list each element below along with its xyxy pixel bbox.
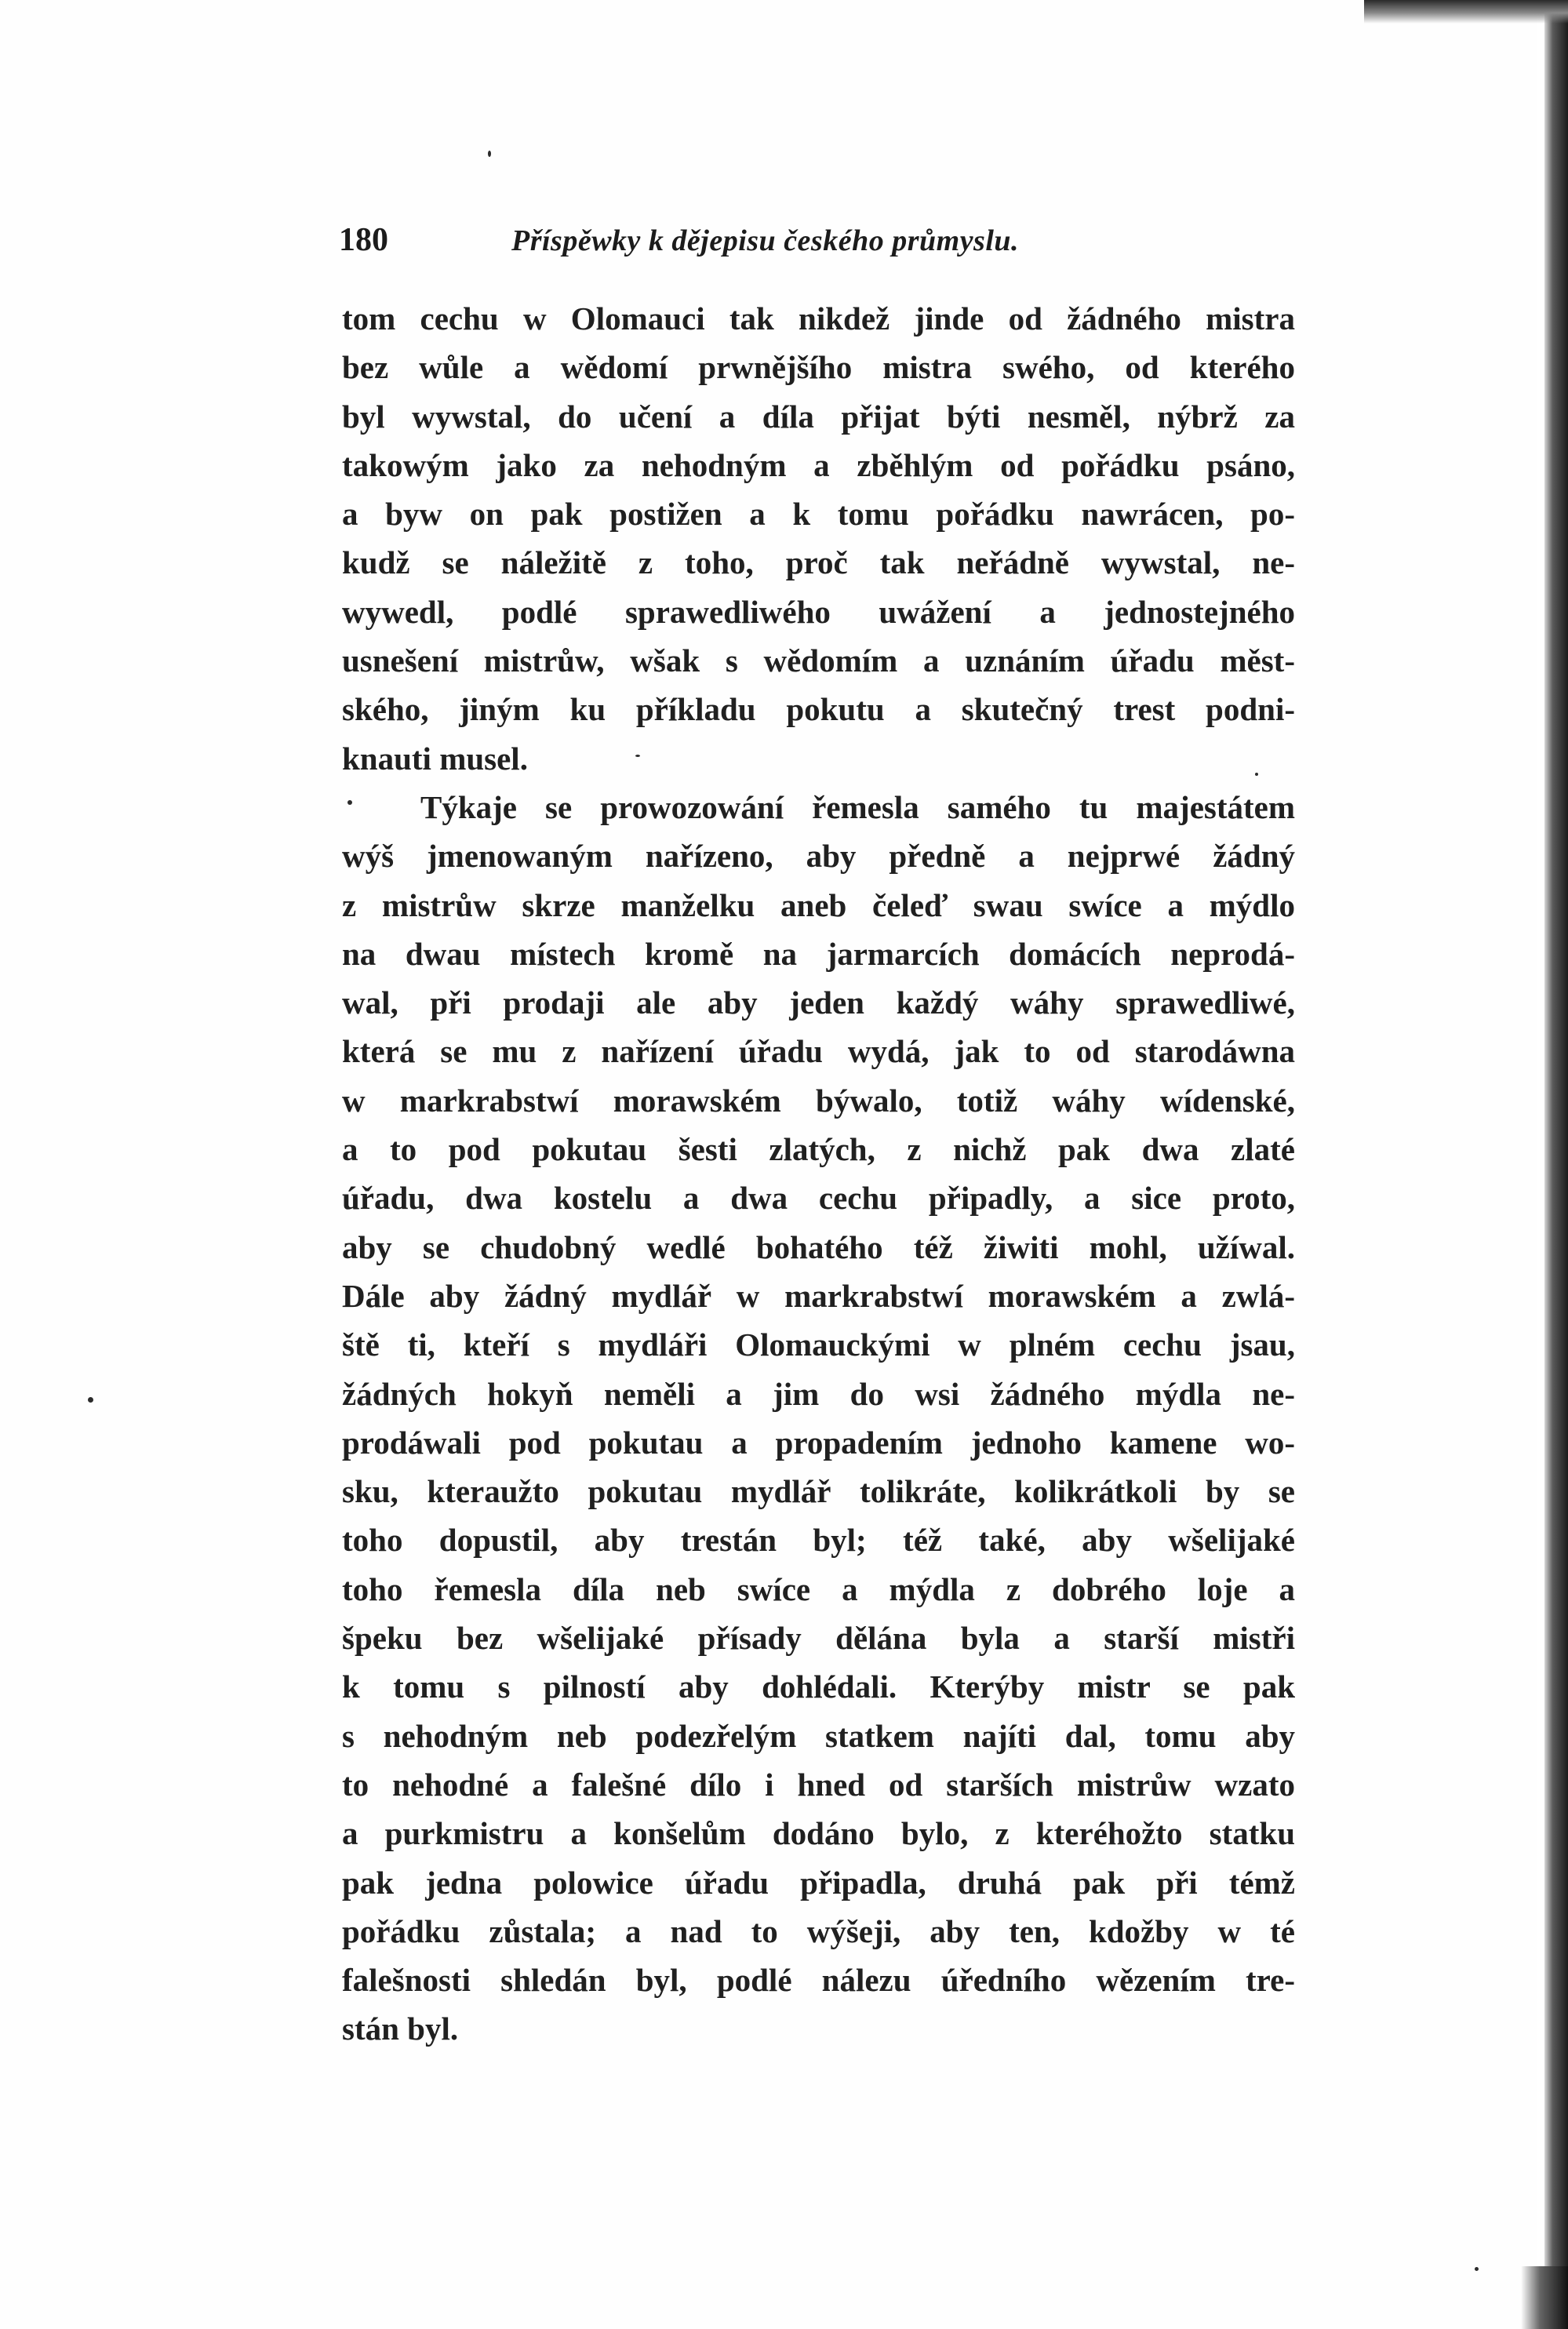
text-line: falešnosti shledán byl, podlé nálezu úředního wězením tre-	[342, 1962, 1295, 1999]
text-line: takowým jako za nehodným a zběhlým od pořádku psáno,	[342, 446, 1295, 483]
paragraph-1	[342, 294, 1295, 783]
text-line: byl wywstal, do učení a díla přijat býti nesměl, nýbrž za	[342, 398, 1295, 435]
text-line: ště ti, kteří s mydláři Olomauckými w plném cechu jsau,	[342, 1326, 1295, 1363]
text-line: bez wůle a wědomí prwnějšího mistra swého, od kterého	[342, 349, 1295, 386]
scan-speck	[1475, 2267, 1479, 2271]
text-line: toho řemesla díla neb swíce a mýdla z dobrého loje a	[342, 1570, 1295, 1607]
text-line: stán byl.	[342, 2011, 459, 2047]
scan-edge-right	[1544, 0, 1568, 2329]
text-line: w markrabstwí morawském býwalo, totiž wáhy wídenské,	[342, 1082, 1295, 1119]
paragraph-2	[342, 783, 1295, 2054]
text-line: úřadu, dwa kostelu a dwa cechu připadly, a sice proto,	[342, 1180, 1295, 1217]
text-line: Týkaje se prowozowání řemesla samého tu majestátem	[420, 788, 1295, 825]
text-line: pořádku zůstala; a nad to wýšeji, aby ten, kdožby w té	[342, 1912, 1295, 1949]
body-text	[342, 294, 1295, 2054]
text-line: sku, kteraužto pokutau mydlář tolikráte, kolikrátkoli by se	[342, 1473, 1295, 1510]
text-line: Dále aby žádný mydlář w markrabstwí morawském a zwlá-	[342, 1277, 1295, 1314]
text-line: na dwau místech kromě na jarmarcích domácích neprodá-	[342, 935, 1295, 972]
text-line: špeku bez wšelijaké přísady dělána byla a starší mistři	[342, 1620, 1295, 1657]
running-header	[339, 217, 1296, 264]
text-line: a byw on pak postižen a k tomu pořádku nawrácen, po-	[342, 496, 1295, 533]
scan-edge-bottom	[1521, 2266, 1568, 2329]
text-line: knauti musel.	[342, 740, 528, 777]
text-line: to nehodné a falešné dílo i hned od starších mistrůw wzato	[342, 1766, 1295, 1803]
text-line: usnešení mistrůw, wšak s wědomím a uznáním úřadu měst-	[342, 642, 1295, 679]
text-line: ského, jiným ku příkladu pokutu a skutečný trest podni-	[342, 691, 1295, 728]
text-line: toho dopustil, aby trestán byl; též také, aby wšelijaké	[342, 1522, 1295, 1559]
text-line: k tomu s pilností aby dohlédali. Kterýby mistr se pak	[342, 1669, 1295, 1705]
text-line: tom cechu w Olomauci tak nikdež jinde od žádného mistra	[342, 300, 1295, 337]
text-line: z mistrůw skrze manželku aneb čeleď swau swíce a mýdlo	[342, 886, 1295, 923]
text-line: a to pod pokutau šesti zlatých, z nichž pak dwa zlaté	[342, 1131, 1295, 1168]
text-line: pak jedna polowice úřadu připadla, druhá pak při témž	[342, 1864, 1295, 1901]
text-line: která se mu z nařízení úřadu wydá, jak to od starodáwna	[342, 1033, 1295, 1070]
page-number: 180	[339, 222, 388, 258]
running-title: Příspěwky k dějepisu českého průmyslu.	[511, 224, 1020, 257]
scan-edge-top	[1364, 0, 1568, 24]
text-line: kudž se náležitě z toho, proč tak neřádně wywstal, ne-	[342, 544, 1295, 581]
text-line: žádných hokyň neměli a jim do wsi žádného mýdla ne-	[342, 1375, 1295, 1412]
text-line: aby se chudobný wedlé bohatého též žiwiti mohl, užíwal.	[342, 1228, 1295, 1265]
text-line: wýš jmenowaným nařízeno, aby předně a nejprwé žádný	[342, 838, 1295, 875]
text-line: a purkmistru a konšelům dodáno bylo, z kteréhožto statku	[342, 1815, 1295, 1852]
scan-speck	[88, 1397, 93, 1403]
scan-speck	[488, 151, 491, 157]
text-line: wywedl, podlé sprawedliwého uwážení a jednostejného	[342, 593, 1295, 630]
text-line: wal, při prodaji ale aby jeden každý wáhy sprawedliwé,	[342, 984, 1295, 1021]
text-line: s nehodným neb podezřelým statkem najíti dal, tomu aby	[342, 1717, 1295, 1754]
text-line: prodáwali pod pokutau a propadením jednoho kamene wo-	[342, 1424, 1295, 1461]
